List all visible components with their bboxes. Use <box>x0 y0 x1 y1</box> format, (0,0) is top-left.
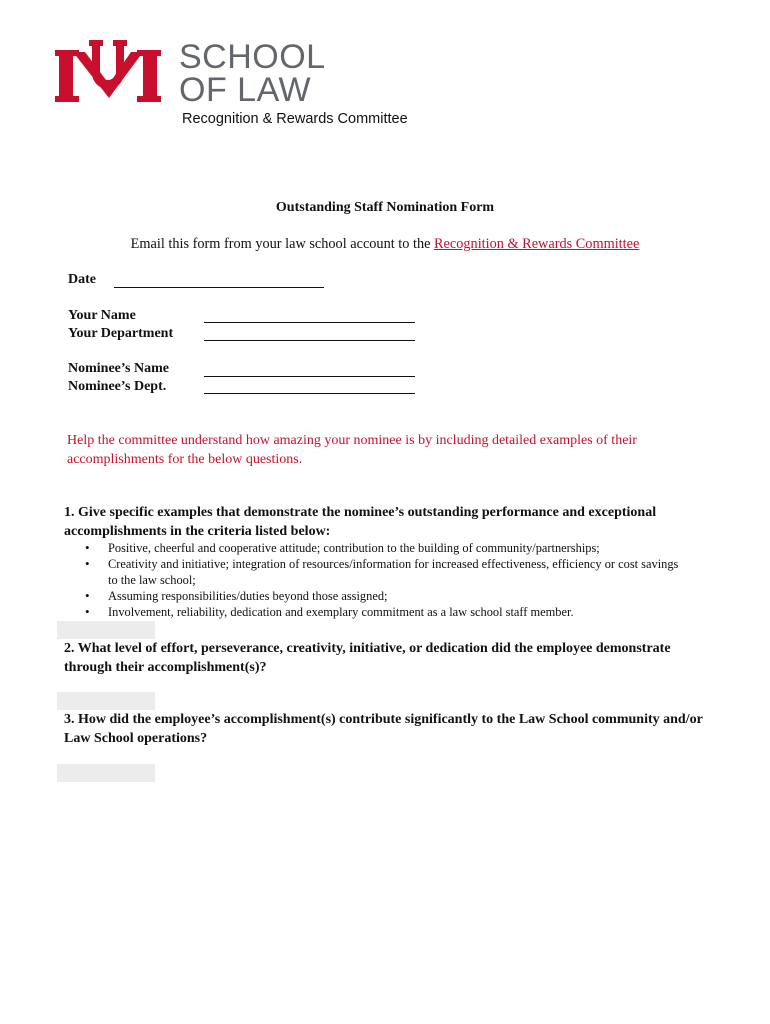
nominee-name-field[interactable] <box>204 376 415 377</box>
svg-text:®: ® <box>156 98 160 104</box>
your-department-field[interactable] <box>204 340 415 341</box>
school-line-2: OF LAW <box>179 71 312 109</box>
nominee-dept-field[interactable] <box>204 393 415 394</box>
committee-email-link[interactable]: Recognition & Rewards Committee <box>434 236 640 252</box>
question-3: 3. How did the employee’s accomplishment(s) contribute significantly to the Law School community and/or Law School operations? <box>64 712 703 746</box>
criteria-item: • Assuming responsibilities/duties beyond those assigned; <box>85 588 685 604</box>
question-2: 2. What level of effort, perseverance, creativity, initiative, or dedication did the employee demonstrate through their accomplishment(s)? <box>64 641 671 675</box>
email-instruction <box>0 236 770 253</box>
school-line-1: SCHOOL <box>179 38 326 76</box>
criteria-list <box>85 540 685 620</box>
email-instruction-text: Email this form from your law school account to the <box>130 236 435 252</box>
criteria-item: • Involvement, reliability, dedication and exemplary commitment as a law school staff member. <box>85 604 685 620</box>
answer-1-field[interactable] <box>57 621 155 639</box>
answer-2-field[interactable] <box>57 692 155 710</box>
committee-header: Recognition & Rewards Committee <box>182 111 408 127</box>
your-name-label: Your Name <box>68 308 136 323</box>
date-field[interactable] <box>114 287 324 288</box>
question-1: 1. Give specific examples that demonstrate the nominee’s outstanding performance and exceptional accomplishments in the criteria listed below: <box>64 505 657 539</box>
answer-3-field[interactable] <box>57 764 155 782</box>
date-label: Date <box>68 272 96 287</box>
criteria-item: • Positive, cheerful and cooperative attitude; contribution to the building of community/partnerships; <box>85 540 685 556</box>
help-text: Help the committee understand how amazing your nominee is by including detailed examples of their accomplishments for the below questions. <box>67 433 637 467</box>
nominee-dept-label: Nominee’s Dept. <box>68 379 167 394</box>
nominee-name-label: Nominee’s Name <box>68 361 169 376</box>
your-name-field[interactable] <box>204 322 415 323</box>
form-title: Outstanding Staff Nomination Form <box>275 200 495 215</box>
unm-logo-icon <box>55 38 163 108</box>
your-department-label: Your Department <box>68 326 174 341</box>
school-of-law-wordmark <box>179 38 339 109</box>
criteria-item: • Creativity and initiative; integration of resources/information for increased effectiveness, efficiency or cost savings to the law school; <box>85 556 685 588</box>
